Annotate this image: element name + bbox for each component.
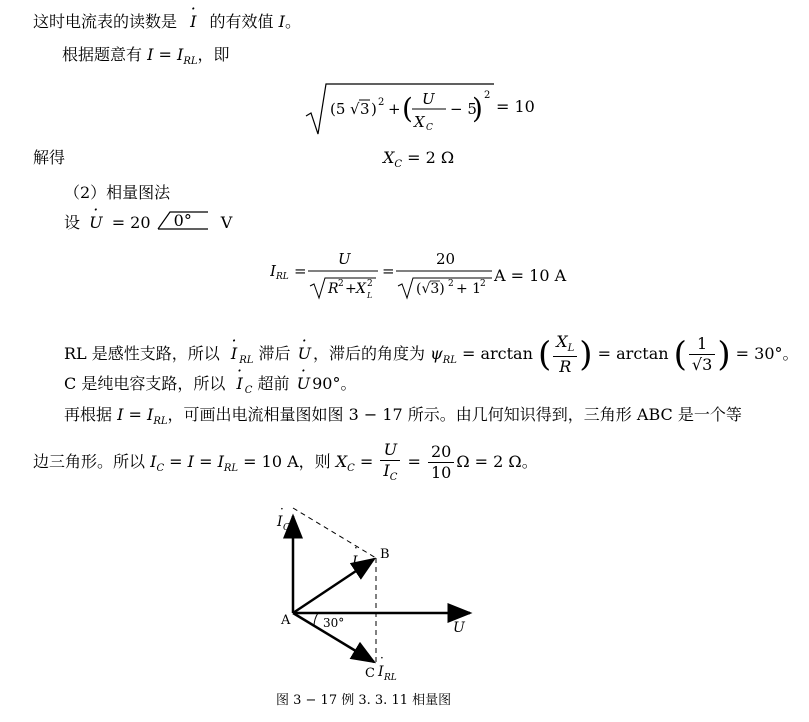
svg-text:2: 2 — [378, 97, 385, 108]
svg-text:(: ( — [402, 92, 413, 125]
svg-text:·: · — [455, 607, 459, 621]
paragraph-line-1: 再根据 $I = I_{RL}$，可画出电流相量图如图 3 − 17 所示。由几何知识得到，三角形 ABC 是一个等 — [64, 405, 742, 427]
svg-text:+: + — [388, 100, 401, 118]
svg-text:): ) — [472, 92, 483, 125]
svg-text:20: 20 — [436, 250, 456, 268]
text-line-1: 这时电流表的读数是 · I 的有效值 I。 — [33, 14, 301, 30]
svg-text:X: X — [414, 113, 425, 131]
angle-symbol: 0° — [156, 212, 210, 228]
set-u-line: 设 · U = 20 0° V — [64, 212, 232, 231]
svg-text:RL: RL — [276, 272, 289, 282]
svg-text:=: = — [382, 262, 395, 280]
figure-caption: 图 3 − 17 例 3. 3. 11 相量图 — [276, 693, 452, 708]
sqrt-equation-graphic — [304, 78, 519, 138]
svg-text:2: 2 — [367, 279, 373, 289]
svg-text:X: X — [356, 281, 366, 297]
phasor-diagram — [0, 490, 809, 720]
label-u: U — [453, 620, 465, 636]
label-irl: I — [378, 664, 384, 680]
equation-irl — [270, 246, 500, 305]
label-irl-sub: RL — [384, 673, 397, 683]
svg-text:2: 2 — [448, 279, 454, 289]
rl-text-line: RL 是感性支路，所以 · I $_{RL}$ 滞后 · U ，滞后的角度为 $\psi_{RL} = \arctan$ ( $\frac{X_L}{R}$ ) = arctan ( $\frac{1}{√3}$ ) = 30°。 — [64, 334, 799, 375]
label-c: C — [365, 666, 375, 681]
text-line-2: 根据题意有 $I = I_{RL}$，即 — [62, 45, 230, 67]
solve-label: 解得 — [33, 148, 66, 167]
label-ic-sub: C — [283, 523, 290, 533]
svg-text:·: · — [354, 541, 358, 555]
svg-text:·: · — [380, 651, 384, 665]
solve-equation: $X_C = 2$ Ω — [383, 148, 455, 170]
irl-equation-graphic — [270, 246, 500, 302]
svg-text:U: U — [422, 90, 435, 108]
label-a: A — [281, 613, 291, 628]
angle-arc — [314, 613, 318, 626]
label-angle: 30° — [323, 616, 345, 630]
svg-text:(√3): (√3) — [416, 281, 445, 297]
method-2-heading: （2）相量图法 — [64, 183, 171, 202]
svg-text:I: I — [270, 262, 276, 280]
svg-text:3: 3 — [360, 100, 370, 118]
equation-irl-result: A = 10 A — [494, 266, 567, 285]
svg-text:+ 1: + 1 — [456, 281, 482, 297]
svg-text:2: 2 — [484, 90, 491, 101]
svg-text:(5: (5 — [330, 100, 346, 118]
c-text-line: C 是纯电容支路，所以 · I $_C$ 超前 · U 90°。 — [64, 376, 356, 396]
svg-text:2: 2 — [338, 279, 344, 289]
svg-text:+: + — [345, 281, 357, 297]
svg-text:U: U — [338, 250, 351, 268]
label-ic: I — [277, 514, 283, 530]
svg-text:·: · — [280, 502, 284, 516]
svg-text:R: R — [328, 281, 339, 297]
equation-sqrt — [304, 78, 519, 141]
i-vector — [293, 559, 374, 613]
label-b: B — [380, 547, 390, 562]
equation-sqrt-result: = 10 — [496, 97, 535, 116]
svg-text:L: L — [367, 291, 373, 300]
svg-text:2: 2 — [480, 279, 486, 289]
dashed-ic-to-b — [293, 508, 376, 558]
paragraph-line-2: 边三角形。所以 $I_C = I = I_{RL} = 10$ A，则 $X_C$ = $\frac{U}{I_C}$ = $\frac{20}{10}$ Ω = 2 Ω。 — [33, 440, 538, 483]
svg-text:√: √ — [350, 100, 360, 118]
svg-text:=: = — [294, 262, 307, 280]
svg-text:): ) — [371, 100, 377, 118]
current-phasor-symbol: · I — [190, 14, 196, 30]
label-i: I — [352, 554, 358, 570]
svg-text:− 5: − 5 — [450, 100, 477, 118]
svg-text:C: C — [426, 123, 433, 133]
